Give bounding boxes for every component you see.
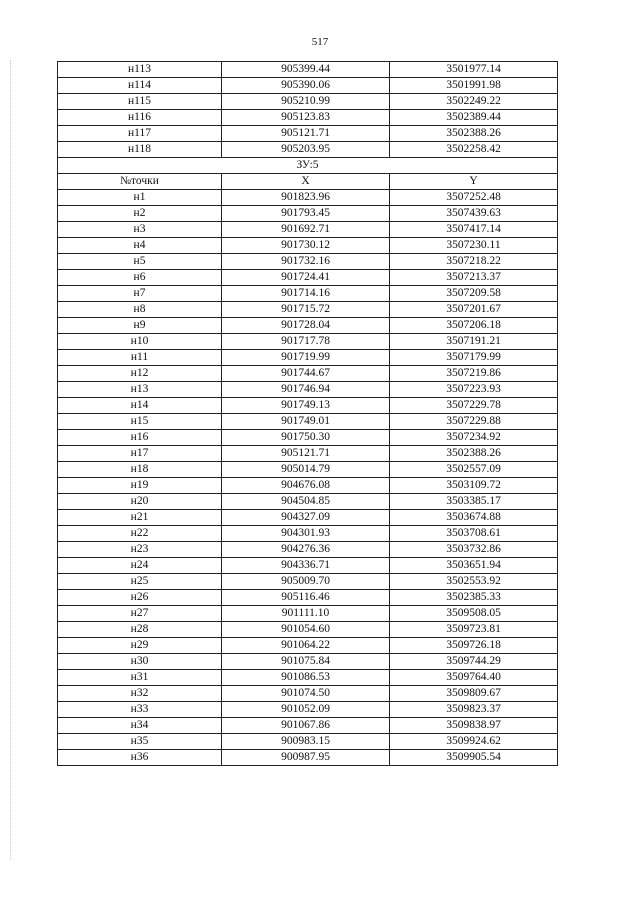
point-number-cell: н22 [58, 526, 222, 542]
table-row [58, 62, 558, 78]
table-row [58, 750, 558, 766]
point-number-cell: н4 [58, 238, 222, 254]
point-number-cell: н1 [58, 190, 222, 206]
y-cell: 3507252.48 [390, 190, 558, 206]
table-row [58, 94, 558, 110]
table-row [58, 542, 558, 558]
y-cell: 3507229.78 [390, 398, 558, 414]
table-row [58, 302, 558, 318]
x-cell: 901054.60 [222, 622, 390, 638]
point-number-cell: н115 [58, 94, 222, 110]
table-row [58, 382, 558, 398]
table-row [58, 526, 558, 542]
point-number-cell: н34 [58, 718, 222, 734]
x-cell: 901086.53 [222, 670, 390, 686]
coordinates-table [57, 61, 558, 766]
y-cell: 3509809.67 [390, 686, 558, 702]
x-cell: 904327.09 [222, 510, 390, 526]
y-cell: 3507219.86 [390, 366, 558, 382]
y-cell: 3507191.21 [390, 334, 558, 350]
x-cell: 904301.93 [222, 526, 390, 542]
y-cell: 3501977.14 [390, 62, 558, 78]
point-number-cell: н21 [58, 510, 222, 526]
header-row [58, 174, 558, 190]
header-x: X [222, 174, 390, 190]
point-number-cell: н28 [58, 622, 222, 638]
point-number-cell: н16 [58, 430, 222, 446]
x-cell: 901823.96 [222, 190, 390, 206]
x-cell: 905121.71 [222, 446, 390, 462]
page-number: 517 [311, 36, 329, 48]
point-number-cell: н5 [58, 254, 222, 270]
x-cell: 905210.99 [222, 94, 390, 110]
table-row [58, 686, 558, 702]
point-number-cell: н35 [58, 734, 222, 750]
section-title-row [58, 158, 558, 174]
point-number-cell: н17 [58, 446, 222, 462]
point-number-cell: н2 [58, 206, 222, 222]
point-number-cell: н25 [58, 574, 222, 590]
y-cell: 3509838.97 [390, 718, 558, 734]
table-row [58, 190, 558, 206]
x-cell: 901067.86 [222, 718, 390, 734]
x-cell: 904504.85 [222, 494, 390, 510]
y-cell: 3502249.22 [390, 94, 558, 110]
point-number-cell: н36 [58, 750, 222, 766]
point-number-cell: н13 [58, 382, 222, 398]
point-number-cell: н20 [58, 494, 222, 510]
point-number-cell: н24 [58, 558, 222, 574]
x-cell: 905123.83 [222, 110, 390, 126]
table-row [58, 638, 558, 654]
x-cell: 901746.94 [222, 382, 390, 398]
y-cell: 3502258.42 [390, 142, 558, 158]
table-row [58, 350, 558, 366]
table-row [58, 606, 558, 622]
y-cell: 3507417.14 [390, 222, 558, 238]
y-cell: 3509905.54 [390, 750, 558, 766]
x-cell: 900987.95 [222, 750, 390, 766]
x-cell: 901732.16 [222, 254, 390, 270]
y-cell: 3509723.81 [390, 622, 558, 638]
header-point-number: №точки [58, 174, 222, 190]
table-row [58, 366, 558, 382]
point-number-cell: н18 [58, 462, 222, 478]
point-number-cell: н30 [58, 654, 222, 670]
point-number-cell: н19 [58, 478, 222, 494]
y-cell: 3509726.18 [390, 638, 558, 654]
point-number-cell: н118 [58, 142, 222, 158]
margin-line [10, 60, 11, 860]
x-cell: 901724.41 [222, 270, 390, 286]
x-cell: 901075.84 [222, 654, 390, 670]
table-row [58, 734, 558, 750]
y-cell: 3501991.98 [390, 78, 558, 94]
x-cell: 901717.78 [222, 334, 390, 350]
y-cell: 3503109.72 [390, 478, 558, 494]
table-row [58, 286, 558, 302]
y-cell: 3503708.61 [390, 526, 558, 542]
y-cell: 3502553.92 [390, 574, 558, 590]
section-title: ЗУ:5 [58, 158, 558, 174]
x-cell: 901793.45 [222, 206, 390, 222]
table-row [58, 494, 558, 510]
y-cell: 3509764.40 [390, 670, 558, 686]
table-row [58, 574, 558, 590]
x-cell: 901714.16 [222, 286, 390, 302]
point-number-cell: н27 [58, 606, 222, 622]
table-row [58, 510, 558, 526]
y-cell: 3502389.44 [390, 110, 558, 126]
point-number-cell: н33 [58, 702, 222, 718]
y-cell: 3507439.63 [390, 206, 558, 222]
x-cell: 905390.06 [222, 78, 390, 94]
x-cell: 901749.13 [222, 398, 390, 414]
point-number-cell: н10 [58, 334, 222, 350]
x-cell: 904276.36 [222, 542, 390, 558]
x-cell: 905116.46 [222, 590, 390, 606]
coordinates-table-body [58, 62, 558, 766]
x-cell: 900983.15 [222, 734, 390, 750]
x-cell: 901744.67 [222, 366, 390, 382]
point-number-cell: н117 [58, 126, 222, 142]
table-row [58, 702, 558, 718]
table-row [58, 558, 558, 574]
table-row [58, 430, 558, 446]
table-row [58, 126, 558, 142]
table-row [58, 478, 558, 494]
point-number-cell: н11 [58, 350, 222, 366]
y-cell: 3502557.09 [390, 462, 558, 478]
x-cell: 901074.50 [222, 686, 390, 702]
table-row [58, 270, 558, 286]
y-cell: 3503732.86 [390, 542, 558, 558]
y-cell: 3503385.17 [390, 494, 558, 510]
point-number-cell: н31 [58, 670, 222, 686]
y-cell: 3509508.05 [390, 606, 558, 622]
y-cell: 3507229.88 [390, 414, 558, 430]
table-row [58, 110, 558, 126]
table-row [58, 78, 558, 94]
table-row [58, 206, 558, 222]
table-row [58, 398, 558, 414]
point-number-cell: н14 [58, 398, 222, 414]
y-cell: 3503651.94 [390, 558, 558, 574]
point-number-cell: н29 [58, 638, 222, 654]
table-row [58, 222, 558, 238]
table-row [58, 718, 558, 734]
point-number-cell: н3 [58, 222, 222, 238]
y-cell: 3502388.26 [390, 126, 558, 142]
y-cell: 3502385.33 [390, 590, 558, 606]
table-row [58, 670, 558, 686]
point-number-cell: н7 [58, 286, 222, 302]
x-cell: 901715.72 [222, 302, 390, 318]
y-cell: 3507201.67 [390, 302, 558, 318]
table-row [58, 414, 558, 430]
y-cell: 3507179.99 [390, 350, 558, 366]
x-cell: 905203.95 [222, 142, 390, 158]
point-number-cell: н32 [58, 686, 222, 702]
x-cell: 901749.01 [222, 414, 390, 430]
y-cell: 3507206.18 [390, 318, 558, 334]
y-cell: 3507223.93 [390, 382, 558, 398]
table-row [58, 254, 558, 270]
point-number-cell: н26 [58, 590, 222, 606]
y-cell: 3507209.58 [390, 286, 558, 302]
table-row [58, 318, 558, 334]
point-number-cell: н113 [58, 62, 222, 78]
y-cell: 3507213.37 [390, 270, 558, 286]
table-row [58, 446, 558, 462]
point-number-cell: н15 [58, 414, 222, 430]
point-number-cell: н23 [58, 542, 222, 558]
y-cell: 3509744.29 [390, 654, 558, 670]
x-cell: 905399.44 [222, 62, 390, 78]
table-row [58, 654, 558, 670]
x-cell: 901730.12 [222, 238, 390, 254]
y-cell: 3509924.62 [390, 734, 558, 750]
point-number-cell: н8 [58, 302, 222, 318]
x-cell: 901750.30 [222, 430, 390, 446]
x-cell: 905009.70 [222, 574, 390, 590]
y-cell: 3502388.26 [390, 446, 558, 462]
table-row [58, 622, 558, 638]
point-number-cell: н114 [58, 78, 222, 94]
y-cell: 3503674.88 [390, 510, 558, 526]
table-row [58, 590, 558, 606]
x-cell: 904336.71 [222, 558, 390, 574]
y-cell: 3509823.37 [390, 702, 558, 718]
x-cell: 901064.22 [222, 638, 390, 654]
table-row [58, 142, 558, 158]
x-cell: 901692.71 [222, 222, 390, 238]
x-cell: 901719.99 [222, 350, 390, 366]
table-row [58, 462, 558, 478]
point-number-cell: н12 [58, 366, 222, 382]
y-cell: 3507234.92 [390, 430, 558, 446]
y-cell: 3507230.11 [390, 238, 558, 254]
x-cell: 905014.79 [222, 462, 390, 478]
x-cell: 901052.09 [222, 702, 390, 718]
table-row [58, 238, 558, 254]
point-number-cell: н116 [58, 110, 222, 126]
y-cell: 3507218.22 [390, 254, 558, 270]
x-cell: 905121.71 [222, 126, 390, 142]
x-cell: 904676.08 [222, 478, 390, 494]
x-cell: 901111.10 [222, 606, 390, 622]
point-number-cell: н9 [58, 318, 222, 334]
table-row [58, 334, 558, 350]
point-number-cell: н6 [58, 270, 222, 286]
header-y: Y [390, 174, 558, 190]
x-cell: 901728.04 [222, 318, 390, 334]
